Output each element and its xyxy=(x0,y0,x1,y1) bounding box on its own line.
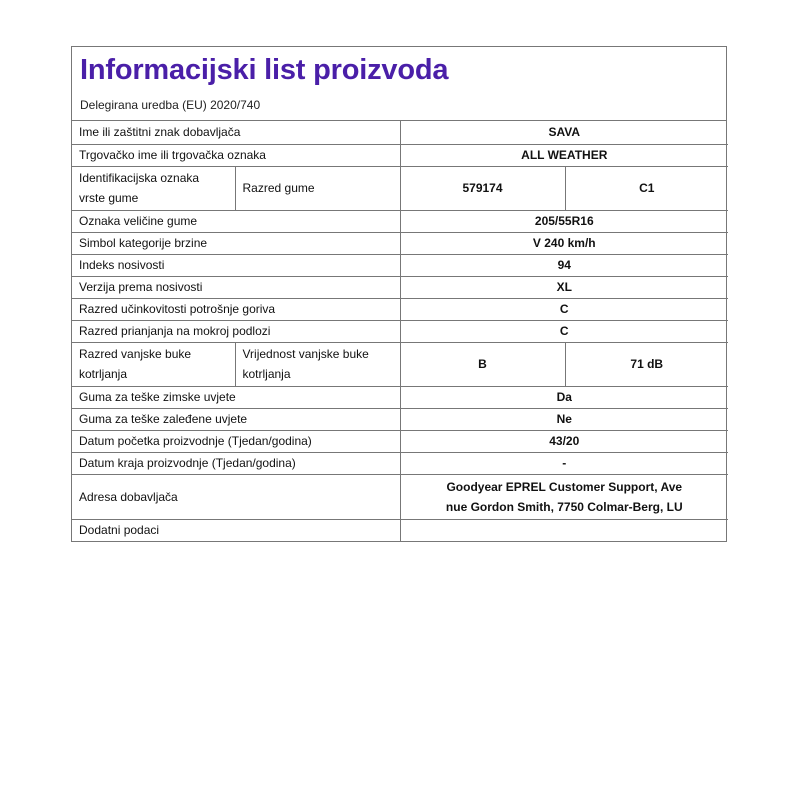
table-row xyxy=(72,474,728,519)
wet-grip-value: C xyxy=(400,320,728,342)
noise-class-label: Razred vanjske buke kotrljanja xyxy=(72,342,235,386)
load-version-value: XL xyxy=(400,276,728,298)
table-row xyxy=(72,298,728,320)
production-start-value: 43/20 xyxy=(400,430,728,452)
supplier-address-value xyxy=(400,474,728,519)
regulation-subtitle: Delegirana uredba (EU) 2020/740 xyxy=(80,98,261,112)
type-id-value: 579174 xyxy=(400,166,565,210)
type-id-label: Identifikacijska oznaka vrste gume xyxy=(72,166,235,210)
address-line-1: Goodyear EPREL Customer Support, Ave xyxy=(446,479,683,494)
speed-value: V 240 km/h xyxy=(400,232,728,254)
tyre-info-table xyxy=(72,121,728,541)
fuel-class-value: C xyxy=(400,298,728,320)
ice-value: Ne xyxy=(400,408,728,430)
ice-label: Guma za teške zaleđene uvjete xyxy=(72,408,400,430)
table-row xyxy=(72,276,728,298)
wet-grip-label: Razred prianjanja na mokroj podlozi xyxy=(72,320,400,342)
table-row xyxy=(72,408,728,430)
size-label: Oznaka veličine gume xyxy=(72,210,400,232)
table-row xyxy=(72,430,728,452)
table-row xyxy=(72,342,728,386)
table-row xyxy=(72,320,728,342)
tyre-class-label: Razred gume xyxy=(235,166,400,210)
table-row xyxy=(72,144,728,166)
noise-class-value: B xyxy=(400,342,565,386)
load-index-value: 94 xyxy=(400,254,728,276)
noise-value-label: Vrijednost vanjske buke kotrljanja xyxy=(235,342,400,386)
table-row xyxy=(72,519,728,541)
load-index-label: Indeks nosivosti xyxy=(72,254,400,276)
production-start-label: Datum početka proizvodnje (Tjedan/godina) xyxy=(72,430,400,452)
supplier-name-value: SAVA xyxy=(400,121,728,144)
production-end-value: - xyxy=(400,452,728,474)
page-title: Informacijski list proizvoda xyxy=(80,54,449,86)
table-row xyxy=(72,254,728,276)
noise-db-value: 71 dB xyxy=(565,342,728,386)
sheet-header xyxy=(72,47,726,121)
table-row xyxy=(72,386,728,408)
speed-label: Simbol kategorije brzine xyxy=(72,232,400,254)
snow-label: Guma za teške zimske uvjete xyxy=(72,386,400,408)
table-row xyxy=(72,210,728,232)
product-information-sheet xyxy=(71,46,727,542)
production-end-label: Datum kraja proizvodnje (Tjedan/godina) xyxy=(72,452,400,474)
tyre-class-value: C1 xyxy=(565,166,728,210)
supplier-name-label: Ime ili zaštitni znak dobavljača xyxy=(72,121,400,144)
trade-name-value: ALL WEATHER xyxy=(400,144,728,166)
address-line-2: nue Gordon Smith, 7750 Colmar-Berg, LU xyxy=(445,499,683,514)
table-row xyxy=(72,232,728,254)
snow-value: Da xyxy=(400,386,728,408)
table-row xyxy=(72,452,728,474)
load-version-label: Verzija prema nosivosti xyxy=(72,276,400,298)
additional-info-value xyxy=(400,519,728,541)
table-row xyxy=(72,166,728,210)
supplier-address-label: Adresa dobavljača xyxy=(72,474,400,519)
fuel-class-label: Razred učinkovitosti potrošnje goriva xyxy=(72,298,400,320)
additional-info-label: Dodatni podaci xyxy=(72,519,400,541)
table-row xyxy=(72,121,728,144)
trade-name-label: Trgovačko ime ili trgovačka oznaka xyxy=(72,144,400,166)
size-value: 205/55R16 xyxy=(400,210,728,232)
